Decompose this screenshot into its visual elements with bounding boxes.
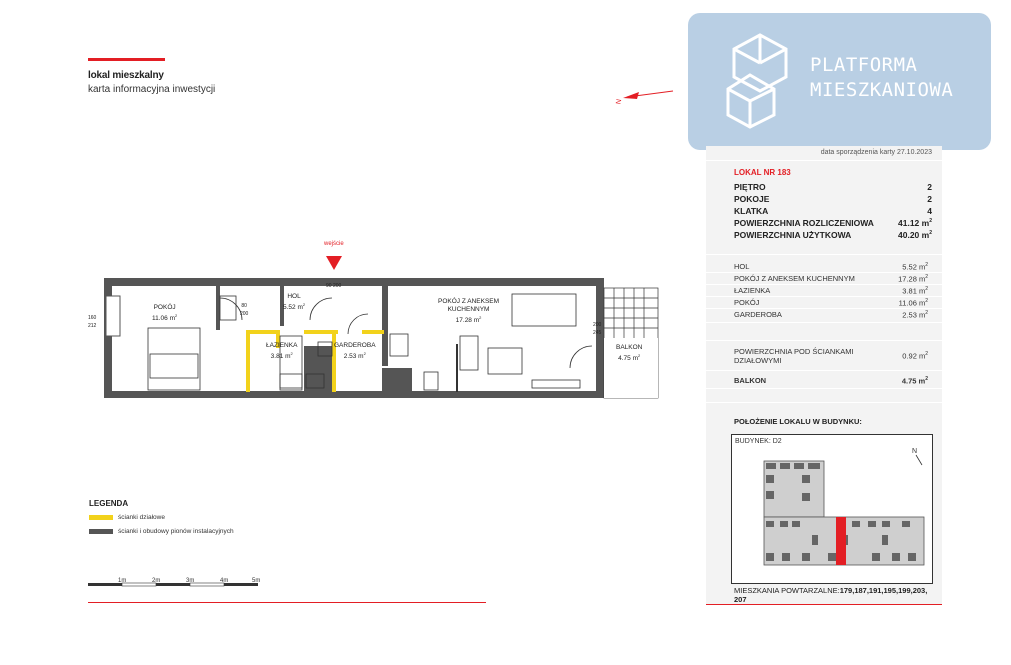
row-pokoje: POKOJE 2 [734,194,932,204]
legend-swatch-gray [89,529,113,534]
legend-swatch-yellow [89,515,113,520]
scale-4m: 4m [220,578,229,584]
building-plan [732,435,932,581]
footer-accent-line [88,602,486,603]
floor-plan [80,248,660,408]
room-row-garderoba: GARDEROBA 2.53 $m^2$ [734,310,928,320]
document-title: lokal mieszkalny [88,70,164,81]
brand-line2: MIESZKANIOWA [810,79,954,101]
room-row-lazienka: ŁAZIENKA 3.81 $m^2$ [734,286,928,296]
room-row-pokoj: POKÓJ 11.06 $m^2$ [734,298,928,308]
row-pow-uzytkowa: POWIERZCHNIA UŻYTKOWA 40.20 $m^2$ [734,230,932,240]
scale-bar [88,578,268,588]
document-subtitle: karta informacyjna inwestycji [88,84,216,95]
row-pow-rozliczeniowa: POWIERZCHNIA ROZLICZENIOWA 41.12 $m^2$ [734,218,932,228]
card-date: data sporządzenia karty 27.10.2023 [820,149,932,156]
scale-5m: 5m [252,578,261,584]
repeated-units: MIESZKANIA POWTARZALNE:179,187,191,195,199,203, 207 [734,586,928,604]
row-klatka: KLATKA 4 [734,206,932,216]
legend-item-installation: ścianki i obudowy pionów instalacyjnych [89,528,234,535]
panel-accent-line [706,604,942,605]
lokal-number: LOKAL NR 183 [734,168,791,177]
building-location-map [731,434,933,584]
brand-line1: PLATFORMA [810,54,918,76]
svg-text:N: N [615,98,624,105]
entrance-arrow-icon [326,256,342,270]
location-title: POŁOŻENIE LOKALU W BUDYNKU: [734,417,862,426]
unit-highlight [836,517,846,565]
brand-cube-icon [724,31,790,129]
apartment-info-panel [706,146,942,604]
label-salon: POKÓJ Z ANEKSEM KUCHENNYM 17.28 $m^2$ [438,298,500,325]
label-hol: HOL 5.52 $m^2$ [283,293,306,312]
label-lazienka: ŁAZIENKA 3.81 $m^2$ [266,342,298,361]
room-row-salon: POKÓJ Z ANEKSEM KUCHENNYM 17.28 $m^2$ [734,274,928,284]
dim-window-left: 160 212 [88,315,97,329]
scale-3m: 3m [186,578,195,584]
svg-text:N: N [912,448,918,455]
row-balkon: BALKON 4.75 $m^2$ [734,376,928,386]
building-label: BUDYNEK: D2 [735,438,782,445]
scale-1m: 1m [118,578,127,584]
dim-balkon-door: 200 245 [593,322,602,336]
label-garderoba: GARDEROBA 2.53 $m^2$ [334,342,376,361]
label-pokoj: POKÓJ 11.06 $m^2$ [152,304,178,323]
legend-title: LEGENDA [89,499,129,508]
entrance-label: wejście [324,241,344,247]
north-arrow-icon [613,88,675,108]
legend-item-partition: ścianki działowe [89,514,165,521]
row-pod-sciankami: POWIERZCHNIA POD ŚCIANKAMI DZIAŁOWYMI 0.92 $m^2$ [734,347,928,365]
dim-entrance-door: 90 200 [326,283,342,289]
header-accent-line [88,58,165,61]
dim-door-pokoj: 80 200 [240,303,249,317]
scale-2m: 2m [152,578,161,584]
brand-logo-box [688,13,991,150]
row-pietro: PIĘTRO 2 [734,182,932,192]
label-balkon: BALKON 4.75 $m^2$ [616,344,643,363]
brand-name [810,53,953,103]
room-row-hol: HOL 5.52 $m^2$ [734,262,928,272]
